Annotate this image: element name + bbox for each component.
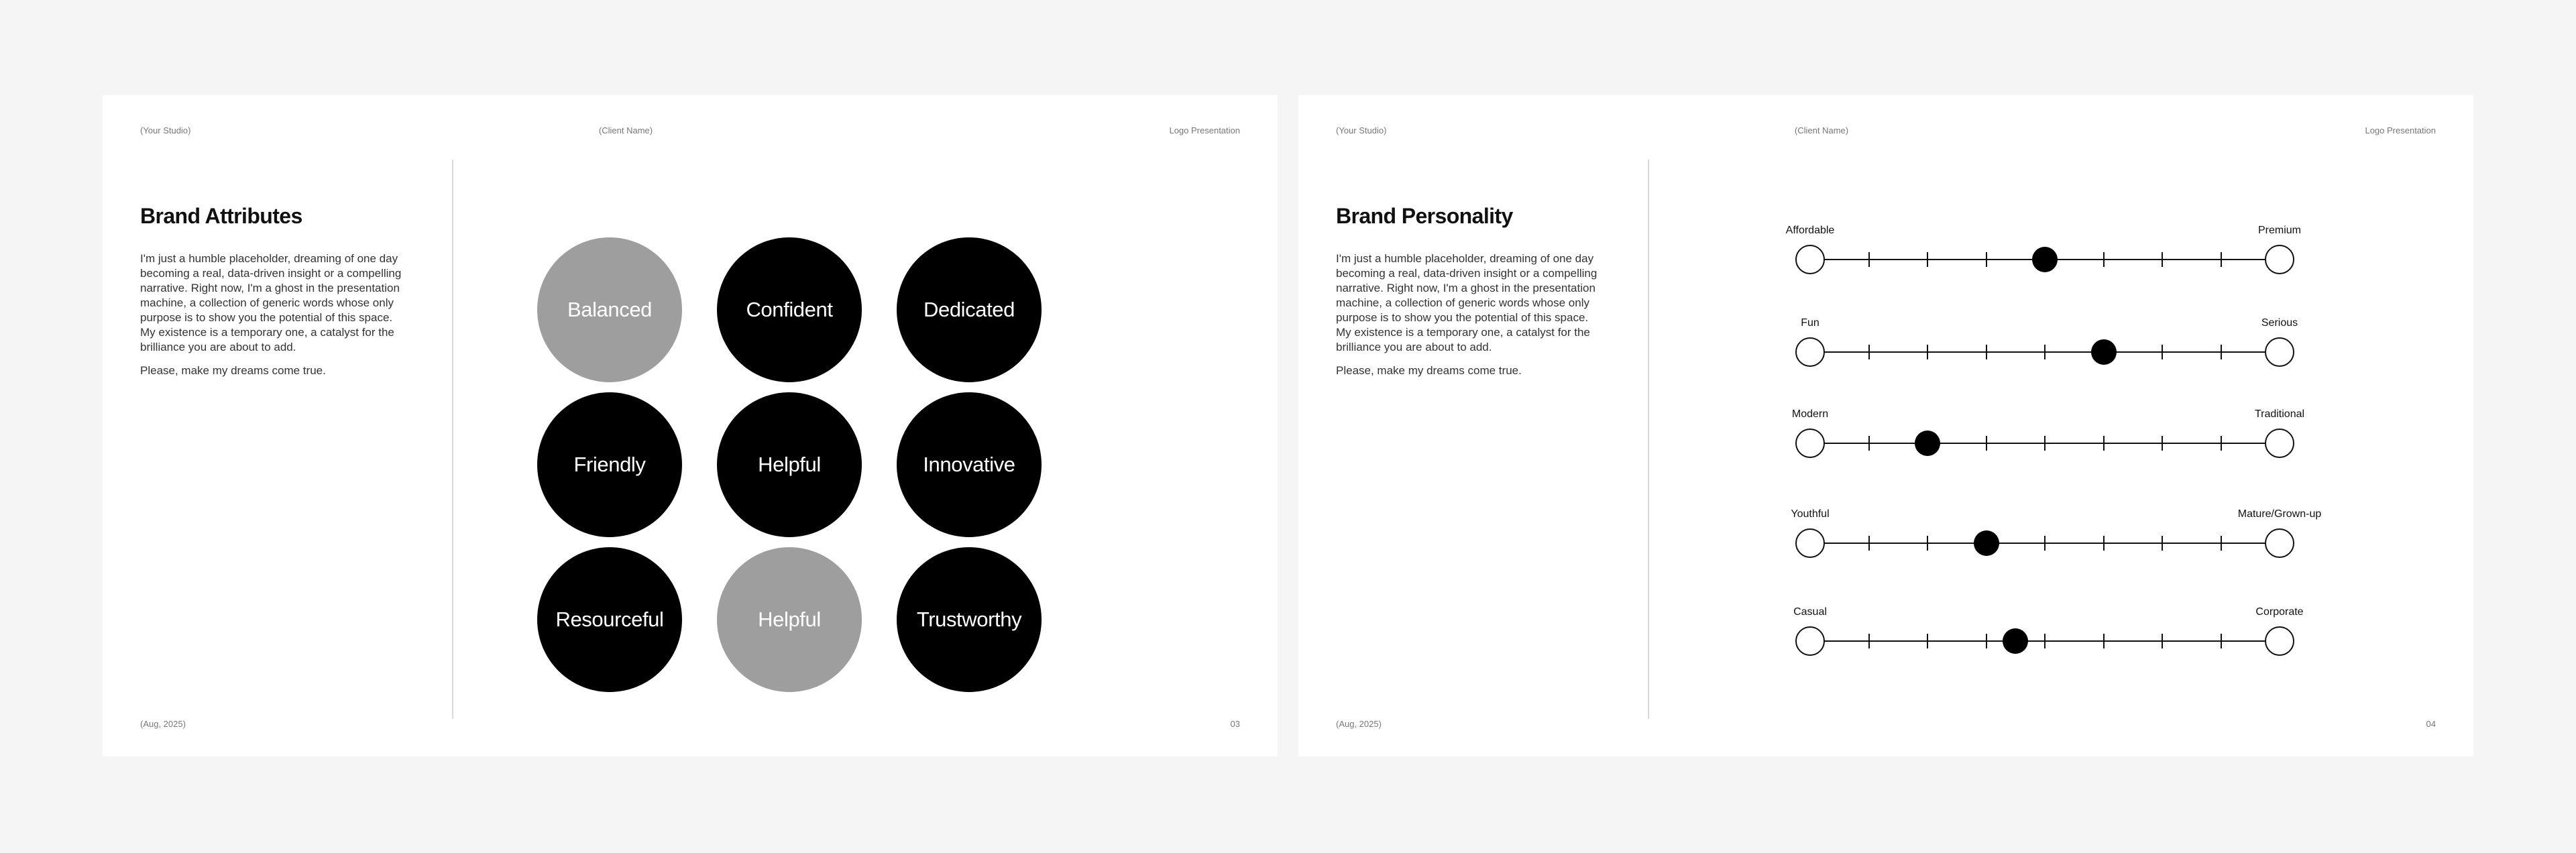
column-divider	[452, 160, 453, 719]
attribute-circle-trustworthy	[897, 547, 1042, 692]
attribute-label: Innovative	[923, 453, 1015, 476]
attribute-label: Confident	[746, 298, 833, 321]
studio-name: (Your Studio)	[1336, 125, 1387, 135]
slide-title: Brand Attributes	[140, 204, 302, 228]
attribute-label: Dedicated	[923, 298, 1015, 321]
scale-tick	[1986, 634, 1987, 648]
attribute-label: Trustworthy	[916, 608, 1022, 631]
scale-tick	[2162, 634, 2163, 648]
scale-tick	[2044, 536, 2046, 551]
scale-left-label: Modern	[1791, 408, 1829, 420]
scale-endpoint-left	[1795, 626, 1825, 656]
slide-date: (Aug, 2025)	[1336, 719, 1382, 729]
attribute-circle-balanced	[537, 237, 682, 382]
scale-endpoint-right	[2265, 245, 2294, 274]
client-name: (Client Name)	[598, 125, 653, 135]
body-paragraph: I'm just a humble placeholder, dreaming of one day becoming a real, data-driven insight or a compelling narrative. Right now, I'm a ghost in the presentation machine, a collection of generic words whose only purpose is to show you the potential of this space. My existence is a temporary one, a catalyst for the brilliance you are about to add.	[140, 252, 402, 353]
page-number: 03	[1230, 719, 1240, 729]
scale-right-label: Premium	[2257, 225, 2302, 236]
scale-right-label: Mature/Grown-up	[2237, 508, 2322, 520]
scale-tick	[1927, 536, 1928, 551]
scale-left-label: Youthful	[1791, 508, 1830, 520]
scale-tick	[2044, 345, 2046, 359]
scale-tick	[1868, 252, 1870, 267]
attribute-circle-confident	[717, 237, 862, 382]
scale-endpoint-right	[2265, 528, 2294, 558]
scale-tick	[2162, 436, 2163, 451]
scale-marker[interactable]	[2003, 628, 2028, 654]
scale-tick	[2103, 436, 2105, 451]
scale-tick	[1986, 436, 1987, 451]
scale-tick	[2162, 345, 2163, 359]
scale-tick	[2044, 436, 2046, 451]
body-paragraph: I'm just a humble placeholder, dreaming of one day becoming a real, data-driven insight or a compelling narrative. Right now, I'm a ghost in the presentation machine, a collection of generic words whose only purpose is to show you the potential of this space. My existence is a temporary one, a catalyst for the brilliance you are about to add.	[1336, 252, 1598, 353]
scale-marker[interactable]	[1974, 530, 1999, 556]
studio-name: (Your Studio)	[140, 125, 191, 135]
scale-endpoint-left	[1795, 337, 1825, 367]
scale-tick	[1927, 634, 1928, 648]
page-number: 04	[2426, 719, 2436, 729]
scale-tick	[1868, 536, 1870, 551]
scale-endpoint-right	[2265, 429, 2294, 458]
scale-tick	[2221, 252, 2222, 267]
scale-left-label: Casual	[1793, 606, 1827, 618]
scale-endpoint-right	[2265, 337, 2294, 367]
scale-tick	[1868, 345, 1870, 359]
scale-endpoint-left	[1795, 429, 1825, 458]
scale-tick	[1868, 436, 1870, 451]
scale-endpoint-left	[1795, 245, 1825, 274]
slide-brand-attributes	[103, 95, 1278, 756]
slide-date: (Aug, 2025)	[140, 719, 186, 729]
attribute-circle-friendly	[537, 392, 682, 537]
scale-tick	[2103, 536, 2105, 551]
scale-endpoint-left	[1795, 528, 1825, 558]
scale-tick	[2221, 536, 2222, 551]
scale-left-label: Affordable	[1785, 225, 1835, 236]
body-paragraph: Please, make my dreams come true.	[1336, 364, 1522, 377]
scale-right-label: Serious	[2261, 317, 2298, 329]
attribute-label: Balanced	[567, 298, 653, 321]
scale-right-label: Corporate	[2255, 606, 2304, 618]
slide-body-text	[1336, 251, 1604, 387]
scale-marker[interactable]	[2091, 339, 2117, 365]
scale-tick	[2162, 536, 2163, 551]
scale-tick	[2162, 252, 2163, 267]
scale-tick	[2103, 252, 2105, 267]
attribute-circle-helpful	[717, 392, 862, 537]
scale-tick	[2044, 634, 2046, 648]
attribute-label: Friendly	[573, 453, 646, 476]
scale-tick	[1986, 252, 1987, 267]
scale-tick	[2221, 436, 2222, 451]
presentation-name: Logo Presentation	[1169, 125, 1240, 135]
scale-marker[interactable]	[1915, 431, 1940, 456]
scale-endpoint-right	[2265, 626, 2294, 656]
slide-brand-personality	[1298, 95, 2473, 756]
attribute-circle-dedicated	[897, 237, 1042, 382]
attribute-label: Helpful	[758, 453, 821, 476]
slide-body-text	[140, 251, 408, 387]
column-divider	[1648, 160, 1649, 719]
attribute-circle-helpful	[717, 547, 862, 692]
attribute-label: Resourceful	[555, 608, 664, 631]
presentation-name: Logo Presentation	[2365, 125, 2436, 135]
attribute-circle-resourceful	[537, 547, 682, 692]
scale-tick	[1986, 345, 1987, 359]
scale-tick	[2103, 634, 2105, 648]
scale-right-label: Traditional	[2254, 408, 2305, 420]
scale-tick	[2221, 634, 2222, 648]
slide-title: Brand Personality	[1336, 204, 1513, 228]
client-name: (Client Name)	[1794, 125, 1849, 135]
body-paragraph: Please, make my dreams come true.	[140, 364, 326, 377]
attribute-label: Helpful	[758, 608, 821, 631]
scale-tick	[1927, 345, 1928, 359]
scale-tick	[1868, 634, 1870, 648]
scale-tick	[1927, 252, 1928, 267]
scale-marker[interactable]	[2032, 247, 2058, 272]
attribute-circle-innovative	[897, 392, 1042, 537]
scale-left-label: Fun	[1801, 317, 1819, 329]
scale-tick	[2221, 345, 2222, 359]
